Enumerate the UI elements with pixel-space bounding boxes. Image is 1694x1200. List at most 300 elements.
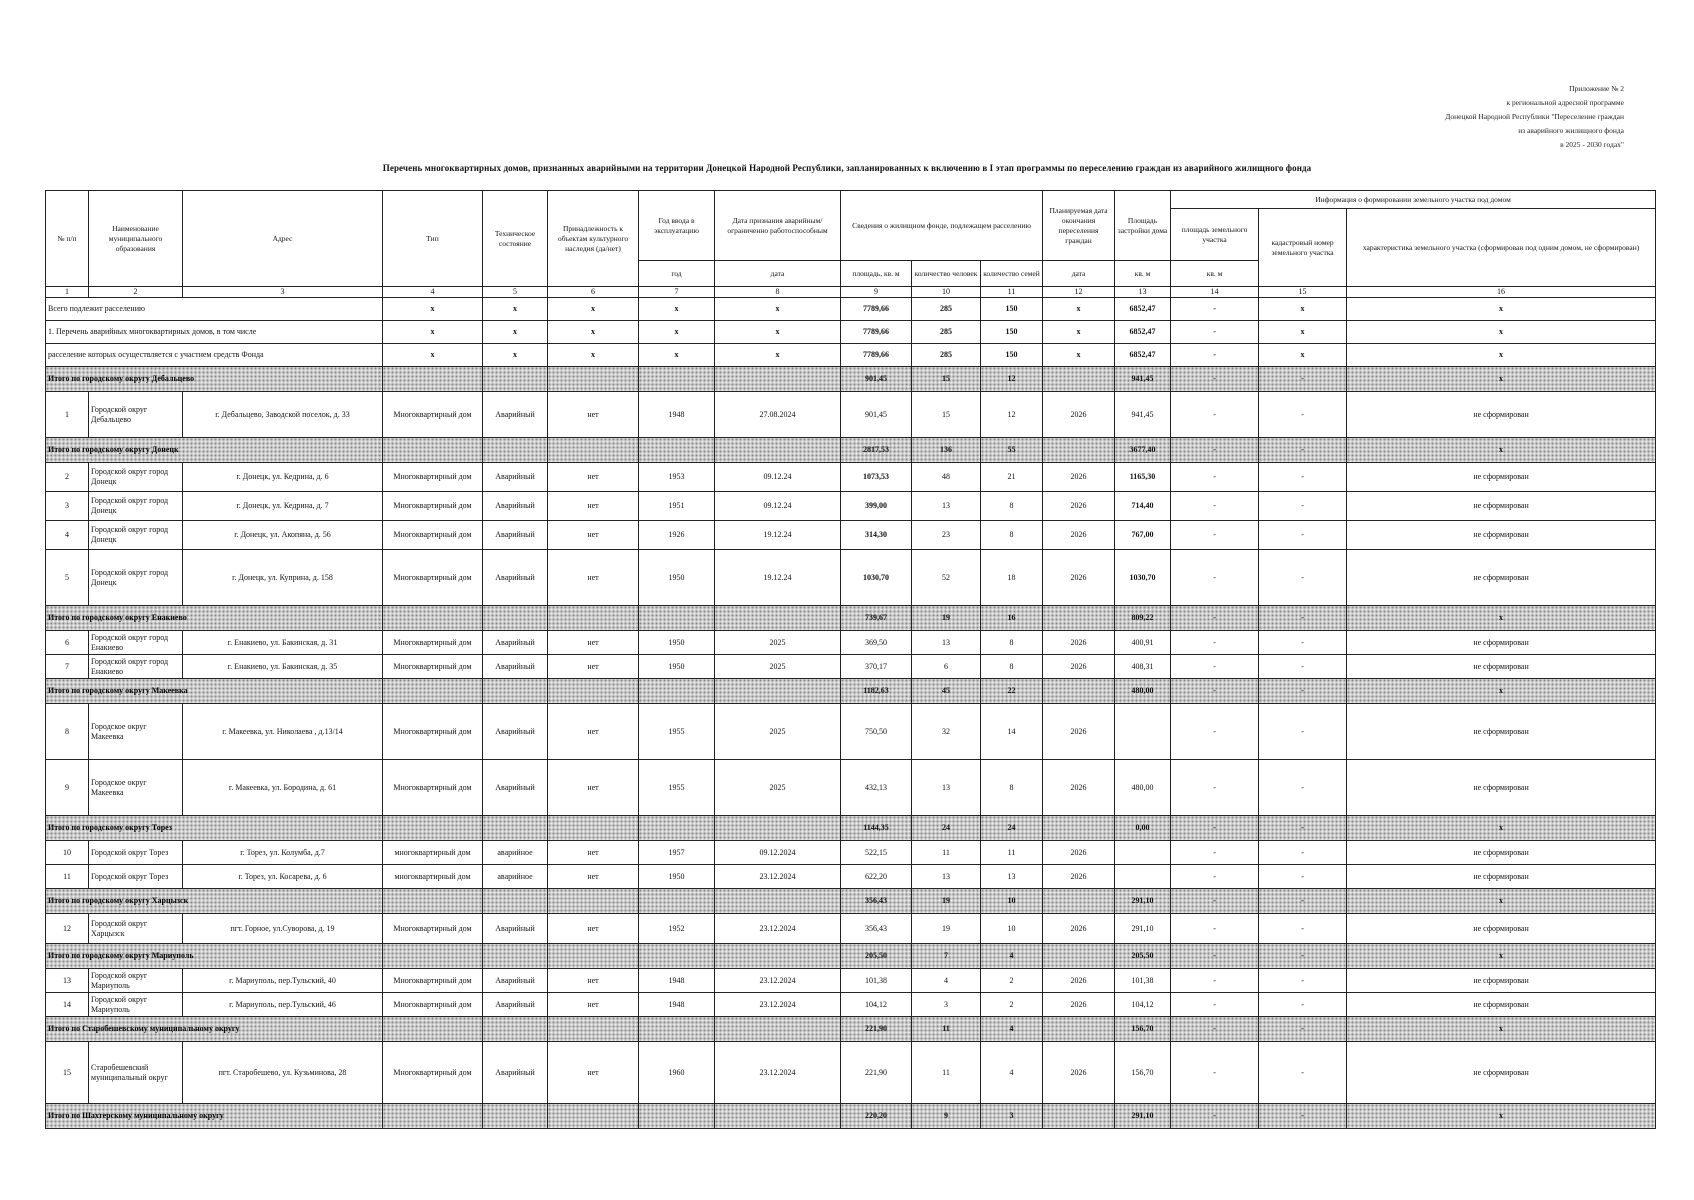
subtotal-families: 22 [981, 679, 1043, 704]
cell-heritage: нет [548, 550, 639, 606]
table-row [46, 463, 1656, 492]
subtotal-empty [483, 679, 548, 704]
cell-condition: Аварийный [483, 521, 548, 550]
subtotal-people: 19 [912, 606, 981, 631]
cell-area: 101,38 [841, 969, 912, 993]
subtotal-people: 136 [912, 438, 981, 463]
cell-num: 3 [46, 492, 89, 521]
cell-municipality: Городской округ Торез [89, 865, 183, 889]
subtotal-empty [483, 438, 548, 463]
cell-condition: Аварийный [483, 492, 548, 521]
cell-area: 750,50 [841, 704, 912, 760]
cell-land-char: не сформирован [1347, 521, 1656, 550]
subtotal-row [46, 944, 1656, 969]
cell-date: 2025 [715, 631, 841, 655]
cell-area: 901,45 [841, 392, 912, 438]
subtotal-empty [639, 944, 715, 969]
table-row [46, 760, 1656, 816]
cell-families: 11 [981, 841, 1043, 865]
cell-families: 2 [981, 969, 1043, 993]
subtotal-cadastral: - [1259, 438, 1347, 463]
cell-num: 9 [46, 760, 89, 816]
subtotal-cadastral: - [1259, 889, 1347, 914]
total-cell: x [1043, 344, 1115, 367]
cell-land-area: - [1171, 550, 1259, 606]
cell-type: Многоквартирный дом [383, 760, 483, 816]
header-heritage: Принадлежность к объектам культурного наследия (да/нет) [548, 191, 639, 287]
cell-year: 1948 [639, 392, 715, 438]
cell-cadastral: - [1259, 521, 1347, 550]
cell-date: 27.08.2024 [715, 392, 841, 438]
cell-address: пгт. Горное, ул.Суворова, д. 19 [183, 914, 383, 944]
cell-heritage: нет [548, 521, 639, 550]
cell-area: 356,43 [841, 914, 912, 944]
cell-type: Многоквартирный дом [383, 550, 483, 606]
cell-built-area: 1165,30 [1115, 463, 1171, 492]
subtotal-empty [483, 367, 548, 392]
subtotal-area: 205,50 [841, 944, 912, 969]
cell-date: 09.12.24 [715, 492, 841, 521]
cell-address: г. Дебальцево, Заводской поселок, д. 33 [183, 392, 383, 438]
subtotal-empty [1043, 889, 1115, 914]
total-cell: 285 [912, 344, 981, 367]
subtotal-land-area: - [1171, 1104, 1259, 1129]
cell-condition: Аварийный [483, 392, 548, 438]
cell-year: 1926 [639, 521, 715, 550]
cell-area: 369,50 [841, 631, 912, 655]
total-cell: 6852,47 [1115, 298, 1171, 321]
subtotal-row [46, 606, 1656, 631]
subtotal-row [46, 816, 1656, 841]
cell-num: 12 [46, 914, 89, 944]
cell-land-char: не сформирован [1347, 1042, 1656, 1104]
cell-people: 11 [912, 841, 981, 865]
column-number: 4 [383, 287, 483, 298]
header-recognition: Дата признания аварийным/ограниченно работоспособным [715, 191, 841, 261]
subtotal-land-area: - [1171, 367, 1259, 392]
subtotal-empty [715, 1104, 841, 1129]
table-row [46, 841, 1656, 865]
cell-land-char: не сформирован [1347, 914, 1656, 944]
unit-land: кв. м [1171, 261, 1259, 287]
cell-date: 23.12.2024 [715, 993, 841, 1017]
total-row [46, 321, 1656, 344]
cell-num: 14 [46, 993, 89, 1017]
subtotal-cadastral: - [1259, 1104, 1347, 1129]
subtotal-families: 4 [981, 1017, 1043, 1042]
subtotal-people: 45 [912, 679, 981, 704]
cell-planned: 2026 [1043, 463, 1115, 492]
cell-municipality: Старобешевский муниципальный округ [89, 1042, 183, 1104]
cell-year: 1960 [639, 1042, 715, 1104]
subtotal-cadastral: - [1259, 679, 1347, 704]
cell-condition: Аварийный [483, 993, 548, 1017]
subtotal-land-char: x [1347, 1017, 1656, 1042]
subtotal-people: 11 [912, 1017, 981, 1042]
cell-year: 1950 [639, 550, 715, 606]
subtotal-built: 156,70 [1115, 1017, 1171, 1042]
subtotal-people: 7 [912, 944, 981, 969]
subtotal-empty [1043, 367, 1115, 392]
cell-date: 09.12.24 [715, 463, 841, 492]
total-cell: x [1259, 298, 1347, 321]
total-cell: x [639, 298, 715, 321]
column-number: 12 [1043, 287, 1115, 298]
subtotal-empty [483, 606, 548, 631]
cell-planned: 2026 [1043, 521, 1115, 550]
cell-built-area [1115, 865, 1171, 889]
appendix-note [1244, 82, 1624, 152]
cell-municipality: Городской округ город Енакиево [89, 631, 183, 655]
total-cell: 285 [912, 298, 981, 321]
cell-address: пгт. Старобешево, ул. Кузьминова, 28 [183, 1042, 383, 1104]
cell-municipality: Городской округ Дебальцево [89, 392, 183, 438]
subtotal-empty [639, 889, 715, 914]
cell-land-area: - [1171, 631, 1259, 655]
total-cell: x [1043, 298, 1115, 321]
cell-people: 13 [912, 492, 981, 521]
total-label: Всего подлежит расселению [46, 298, 383, 321]
cell-land-char: не сформирован [1347, 550, 1656, 606]
cell-condition: Аварийный [483, 1042, 548, 1104]
subtotal-empty [715, 1017, 841, 1042]
cell-address: г. Мариуполь, пер.Тульский, 46 [183, 993, 383, 1017]
subtotal-empty [383, 606, 483, 631]
cell-heritage: нет [548, 1042, 639, 1104]
total-cell: x [548, 298, 639, 321]
cell-municipality: Городской округ город Енакиево [89, 655, 183, 679]
total-cell: x [1347, 321, 1656, 344]
total-row [46, 344, 1656, 367]
total-cell: x [483, 344, 548, 367]
cell-num: 4 [46, 521, 89, 550]
subtotal-empty [383, 944, 483, 969]
total-cell: x [383, 298, 483, 321]
header-cadastral: кадастровый номер земельного участка [1259, 209, 1347, 287]
subtotal-row [46, 889, 1656, 914]
cell-cadastral: - [1259, 760, 1347, 816]
total-cell: x [1259, 321, 1347, 344]
subtotal-families: 12 [981, 367, 1043, 392]
table-row [46, 521, 1656, 550]
subtotal-empty [1043, 1104, 1115, 1129]
subtotal-built: 809,22 [1115, 606, 1171, 631]
subtotal-built: 480,00 [1115, 679, 1171, 704]
subtotal-area: 356,43 [841, 889, 912, 914]
cell-land-area: - [1171, 463, 1259, 492]
cell-area: 370,17 [841, 655, 912, 679]
total-cell: 7789,66 [841, 344, 912, 367]
subtotal-empty [548, 816, 639, 841]
unit-built: кв. м [1115, 261, 1171, 287]
subtotal-empty [548, 1017, 639, 1042]
table-row [46, 631, 1656, 655]
subtotal-empty [483, 1017, 548, 1042]
subtotal-built: 0,00 [1115, 816, 1171, 841]
cell-type: Многоквартирный дом [383, 392, 483, 438]
subtotal-empty [383, 889, 483, 914]
total-cell: 6852,47 [1115, 321, 1171, 344]
cell-num: 1 [46, 392, 89, 438]
cell-families: 10 [981, 914, 1043, 944]
table-row [46, 1042, 1656, 1104]
cell-families: 8 [981, 492, 1043, 521]
cell-year: 1955 [639, 760, 715, 816]
cell-families: 8 [981, 655, 1043, 679]
cell-heritage: нет [548, 760, 639, 816]
cell-people: 11 [912, 1042, 981, 1104]
appendix-line: из аварийного жилищного фонда [1518, 126, 1624, 135]
cell-num: 11 [46, 865, 89, 889]
subtotal-land-area: - [1171, 816, 1259, 841]
header-planned: Планируемая дата окончания переселения граждан [1043, 191, 1115, 261]
subtotal-label: Итого по городскому округу Дебальцево [46, 367, 383, 392]
subtotal-row [46, 438, 1656, 463]
cell-municipality: Городской округ Мариуполь [89, 993, 183, 1017]
subtotal-land-char: x [1347, 438, 1656, 463]
cell-people: 52 [912, 550, 981, 606]
table-header [46, 191, 1656, 298]
subtotal-built: 205,50 [1115, 944, 1171, 969]
subtotal-empty [715, 816, 841, 841]
table-body [46, 298, 1656, 1129]
unit-date: дата [715, 261, 841, 287]
subtotal-cadastral: - [1259, 1017, 1347, 1042]
unit-year: год [639, 261, 715, 287]
cell-heritage: нет [548, 969, 639, 993]
column-number: 5 [483, 287, 548, 298]
total-cell: x [483, 298, 548, 321]
table-row [46, 993, 1656, 1017]
appendix-line: к региональной адресной программе [1506, 98, 1624, 107]
cell-land-char: не сформирован [1347, 704, 1656, 760]
cell-municipality: Городской округ Мариуполь [89, 969, 183, 993]
subtotal-empty [548, 367, 639, 392]
cell-people: 32 [912, 704, 981, 760]
cell-condition: Аварийный [483, 704, 548, 760]
subtotal-empty [639, 1104, 715, 1129]
unit-people: количество человек [912, 261, 981, 287]
cell-land-char: не сформирован [1347, 969, 1656, 993]
cell-people: 3 [912, 993, 981, 1017]
total-cell: x [715, 321, 841, 344]
table-row [46, 969, 1656, 993]
cell-built-area: 101,38 [1115, 969, 1171, 993]
cell-address: г. Мариуполь, пер.Тульский, 40 [183, 969, 383, 993]
subtotal-empty [548, 606, 639, 631]
cell-address: г. Енакиево, ул. Бакинская, д. 31 [183, 631, 383, 655]
cell-land-area: - [1171, 760, 1259, 816]
unit-families: количество семей [981, 261, 1043, 287]
cell-condition: Аварийный [483, 914, 548, 944]
subtotal-families: 4 [981, 944, 1043, 969]
cell-condition: Аварийный [483, 969, 548, 993]
cell-municipality: Городское округ Макеевка [89, 760, 183, 816]
total-label: расселение которых осуществляется с участием средств Фонда [46, 344, 383, 367]
subtotal-empty [639, 679, 715, 704]
cell-land-char: не сформирован [1347, 463, 1656, 492]
cell-cadastral: - [1259, 655, 1347, 679]
total-cell: x [715, 344, 841, 367]
cell-heritage: нет [548, 865, 639, 889]
cell-built-area [1115, 704, 1171, 760]
total-cell: x [1347, 298, 1656, 321]
column-number: 2 [89, 287, 183, 298]
cell-area: 622,20 [841, 865, 912, 889]
cell-land-area: - [1171, 865, 1259, 889]
subtotal-land-char: x [1347, 889, 1656, 914]
total-cell: x [639, 344, 715, 367]
subtotal-label: Итого по Шахтерскому муниципальному округу [46, 1104, 383, 1129]
cell-land-area: - [1171, 392, 1259, 438]
cell-date: 2025 [715, 655, 841, 679]
cell-area: 1073,53 [841, 463, 912, 492]
cell-land-area: - [1171, 655, 1259, 679]
total-cell: 150 [981, 298, 1043, 321]
subtotal-land-area: - [1171, 679, 1259, 704]
cell-cadastral: - [1259, 463, 1347, 492]
column-number: 8 [715, 287, 841, 298]
cell-heritage: нет [548, 631, 639, 655]
cell-area: 399,00 [841, 492, 912, 521]
cell-families: 21 [981, 463, 1043, 492]
header-address: Адрес [183, 191, 383, 287]
cell-cadastral: - [1259, 550, 1347, 606]
subtotal-families: 24 [981, 816, 1043, 841]
subtotal-label: Итого по городскому округу Мариуполь [46, 944, 383, 969]
column-number: 15 [1259, 287, 1347, 298]
subtotal-area: 1182,63 [841, 679, 912, 704]
column-number: 7 [639, 287, 715, 298]
subtotal-row [46, 367, 1656, 392]
cell-address: г. Донецк, ул. Кедрина, д. 6 [183, 463, 383, 492]
subtotal-people: 15 [912, 367, 981, 392]
subtotal-empty [1043, 816, 1115, 841]
cell-built-area: 767,00 [1115, 521, 1171, 550]
cell-year: 1950 [639, 631, 715, 655]
cell-cadastral: - [1259, 969, 1347, 993]
cell-num: 7 [46, 655, 89, 679]
total-cell: - [1171, 321, 1259, 344]
cell-families: 2 [981, 993, 1043, 1017]
cell-num: 10 [46, 841, 89, 865]
cell-date: 23.12.2024 [715, 1042, 841, 1104]
cell-area: 522,15 [841, 841, 912, 865]
cell-built-area: 408,31 [1115, 655, 1171, 679]
subtotal-empty [1043, 606, 1115, 631]
subtotal-row [46, 679, 1656, 704]
cell-municipality: Городской округ Харцызск [89, 914, 183, 944]
column-number: 6 [548, 287, 639, 298]
cell-municipality: Городской округ город Донецк [89, 521, 183, 550]
cell-planned: 2026 [1043, 1042, 1115, 1104]
cell-type: Многоквартирный дом [383, 969, 483, 993]
subtotal-built: 941,45 [1115, 367, 1171, 392]
header-built-area: Площадь застройки дома [1115, 191, 1171, 261]
cell-type: Многоквартирный дом [383, 521, 483, 550]
cell-date: 23.12.2024 [715, 914, 841, 944]
subtotal-empty [1043, 679, 1115, 704]
subtotal-empty [548, 679, 639, 704]
total-cell: x [548, 344, 639, 367]
cell-cadastral: - [1259, 631, 1347, 655]
total-cell: x [383, 344, 483, 367]
cell-heritage: нет [548, 993, 639, 1017]
cell-type: Многоквартирный дом [383, 704, 483, 760]
cell-planned: 2026 [1043, 969, 1115, 993]
cell-municipality: Городской округ город Донецк [89, 463, 183, 492]
total-cell: x [639, 321, 715, 344]
subtotal-land-area: - [1171, 944, 1259, 969]
cell-year: 1950 [639, 655, 715, 679]
subtotal-land-char: x [1347, 944, 1656, 969]
unit-area: площадь, кв. м [841, 261, 912, 287]
subtotal-land-char: x [1347, 679, 1656, 704]
cell-heritage: нет [548, 492, 639, 521]
subtotal-cadastral: - [1259, 816, 1347, 841]
subtotal-families: 3 [981, 1104, 1043, 1129]
cell-cadastral: - [1259, 865, 1347, 889]
cell-families: 8 [981, 631, 1043, 655]
cell-num: 13 [46, 969, 89, 993]
cell-area: 1030,70 [841, 550, 912, 606]
cell-date: 2025 [715, 760, 841, 816]
cell-people: 15 [912, 392, 981, 438]
subtotal-empty [383, 679, 483, 704]
subtotal-empty [715, 889, 841, 914]
cell-date: 23.12.2024 [715, 969, 841, 993]
column-number: 10 [912, 287, 981, 298]
cell-cadastral: - [1259, 841, 1347, 865]
cell-date: 23.12.2024 [715, 865, 841, 889]
subtotal-area: 1144,35 [841, 816, 912, 841]
cell-type: Многоквартирный дом [383, 1042, 483, 1104]
cell-address: г. Макеевка, ул. Бородина, д. 61 [183, 760, 383, 816]
cell-date: 19.12.24 [715, 521, 841, 550]
cell-built-area: 941,45 [1115, 392, 1171, 438]
subtotal-empty [483, 816, 548, 841]
subtotal-empty [383, 438, 483, 463]
cell-land-area: - [1171, 521, 1259, 550]
subtotal-label: Итого по городскому округу Макеевка [46, 679, 383, 704]
total-cell: - [1171, 344, 1259, 367]
cell-cadastral: - [1259, 492, 1347, 521]
cell-condition: Аварийный [483, 550, 548, 606]
cell-planned: 2026 [1043, 993, 1115, 1017]
cell-families: 8 [981, 760, 1043, 816]
header-housing: Сведения о жилищном фонде, подлежащем расселению [841, 191, 1043, 261]
cell-land-area: - [1171, 1042, 1259, 1104]
subtotal-land-char: x [1347, 816, 1656, 841]
subtotal-built: 291,10 [1115, 889, 1171, 914]
cell-year: 1948 [639, 993, 715, 1017]
cell-planned: 2026 [1043, 760, 1115, 816]
cell-year: 1950 [639, 865, 715, 889]
cell-land-char: не сформирован [1347, 655, 1656, 679]
cell-families: 4 [981, 1042, 1043, 1104]
cell-planned: 2026 [1043, 655, 1115, 679]
document-title: Перечень многоквартирных домов, признанных аварийными на территории Донецкой Народной Республики, запланированных к включению в I этап программы по переселению граждан из аварийного жилищного фонда [382, 163, 1312, 173]
cell-num: 8 [46, 704, 89, 760]
header-municipality: Наименование муниципального образования [89, 191, 183, 287]
subtotal-empty [715, 679, 841, 704]
subtotal-built: 3677,40 [1115, 438, 1171, 463]
cell-cadastral: - [1259, 392, 1347, 438]
total-cell: 7789,66 [841, 298, 912, 321]
cell-built-area: 714,40 [1115, 492, 1171, 521]
cell-municipality: Городской округ Торез [89, 841, 183, 865]
cell-num: 6 [46, 631, 89, 655]
